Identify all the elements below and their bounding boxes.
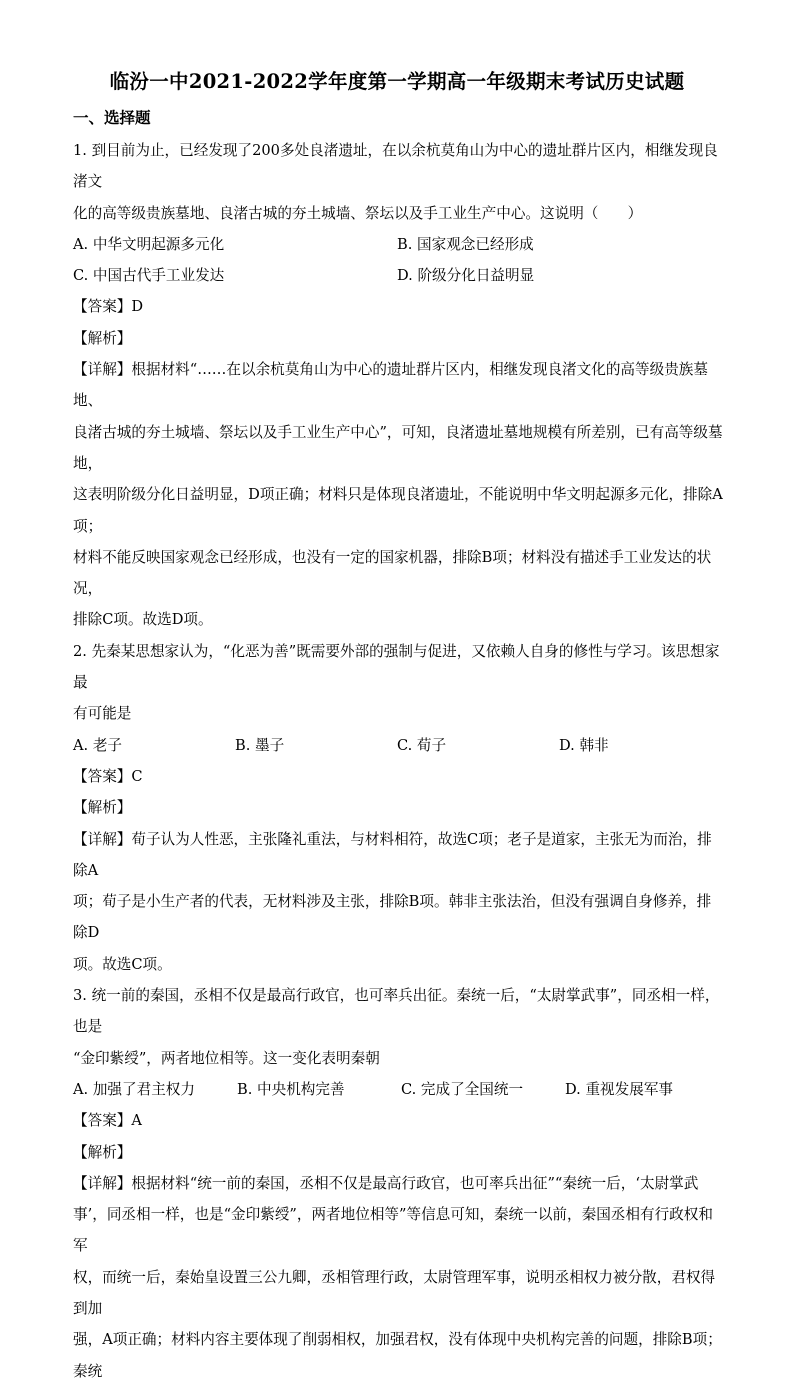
q2-detail-line: 项。故选C项。 [73, 955, 172, 973]
q2-options [73, 730, 723, 761]
q2-detail-line: 项；荀子是小生产者的代表，无材料涉及主张，排除B项。韩非主张法治，但没有强调自身修养，排除D [73, 893, 712, 942]
q3-analysis-label: 【解析】 [73, 1143, 132, 1161]
q3-detail-line: 权，而统一后，秦始皇设置三公九卿，丞相管理行政，太尉管理军事，说明丞相权力被分散，君权得到加 [73, 1268, 716, 1317]
q1-options [73, 229, 723, 260]
q1-detail-line: 排除C项。故选D项。 [73, 611, 213, 629]
q3-stem-line: 3. 统一前的秦国，丞相不仅是最高行政官，也可率兵出征。秦统一后，“太尉掌武事”，同丞相一样，也是 [73, 987, 720, 1036]
q2-option-a: A. 老子 [73, 736, 123, 754]
page-title: 临汾一中2021-2022学年度第一学期高一年级期末考试历史试题 [109, 70, 685, 93]
q2-stem-line: 有可能是 [73, 705, 132, 723]
q1-option-a: A. 中华文明起源多元化 [73, 235, 225, 253]
q2-detail-line: 【详解】荀子认为人性恶，主张隆礼重法，与材料相符，故选C项；老子是道家，主张无为而治，排除A [73, 830, 712, 879]
q3-detail-line: 事’，同丞相一样，也是“金印紫绶”，两者地位相等”等信息可知，秦统一以前，秦国丞相有行政权和军 [73, 1206, 713, 1255]
q3-options [73, 1074, 723, 1105]
q3-option-a: A. 加强了君主权力 [73, 1080, 195, 1098]
q1-detail-line: 这表明阶级分化日益明显，D项正确；材料只是体现良渚遗址，不能说明中华文明起源多元化，排除A项； [73, 486, 723, 535]
q3-answer: 【答案】A [73, 1112, 142, 1130]
q2-option-d: D. 韩非 [559, 736, 609, 754]
q1-detail-line: 良渚古城的夯土城墙、祭坛以及手工业生产中心”，可知，良渚遗址墓地规模有所差别，已有高等级墓地， [73, 423, 723, 472]
q3-option-b: B. 中央机构完善 [237, 1080, 345, 1098]
q2-answer: 【答案】C [73, 767, 143, 785]
q1-option-d: D. 阶级分化日益明显 [397, 267, 535, 285]
q1-option-b: B. 国家观念已经形成 [397, 235, 534, 253]
q2-option-b: B. 墨子 [235, 736, 285, 754]
q1-detail-line: 【详解】根据材料“……在以余杭莫角山为中心的遗址群片区内，相继发现良渚文化的高等级贵族墓地、 [73, 361, 708, 410]
q3-option-d: D. 重视发展军事 [565, 1080, 674, 1098]
questions [73, 135, 723, 1387]
q2-option-c: C. 荀子 [397, 736, 447, 754]
section-heading: 一、选择题 [73, 108, 151, 127]
q1-option-c: C. 中国古代手工业发达 [73, 267, 225, 285]
q1-options [73, 260, 723, 291]
q1-stem-line: 化的高等级贵族墓地、良渚古城的夯土城墙、祭坛以及手工业生产中心。这说明（ ） [73, 204, 643, 222]
q1-answer: 【答案】D [73, 298, 144, 316]
q3-detail-line: 强，A项正确；材料内容主要体现了削弱相权，加强君权，没有体现中央机构完善的问题，排除B项；秦统 [73, 1331, 722, 1380]
q3-detail-line: 【详解】根据材料“统一前的秦国，丞相不仅是最高行政官，也可率兵出征”“秦统一后，‘太尉掌武 [73, 1174, 699, 1192]
q1-stem-line: 1. 到目前为止，已经发现了200多处良渚遗址，在以余杭莫角山为中心的遗址群片区内，相继发现良渚文 [73, 142, 718, 191]
q3-stem-line: “金印紫绶”，两者地位相等。这一变化表明秦朝 [73, 1049, 380, 1067]
q2-stem-line: 2. 先秦某思想家认为，“化恶为善”既需要外部的强制与促进，又依赖人自身的修性与学习。该思想家最 [73, 642, 720, 692]
q1-detail-line: 材料不能反映国家观念已经形成，也没有一定的国家机器，排除B项；材料没有描述手工业发达的状况， [73, 548, 712, 598]
q3-option-c: C. 完成了全国统一 [401, 1080, 524, 1098]
q2-analysis-label: 【解析】 [73, 799, 132, 817]
q1-analysis-label: 【解析】 [73, 329, 132, 347]
